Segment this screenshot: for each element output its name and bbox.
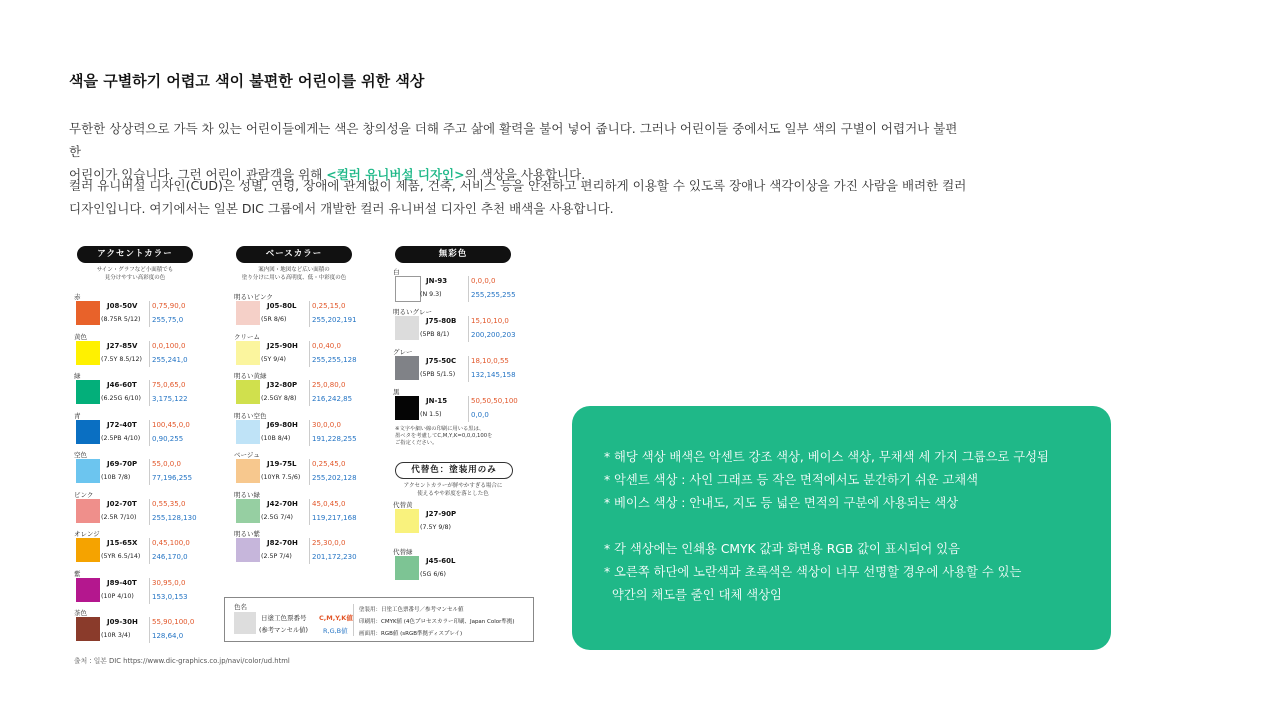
- base-entry: [234, 490, 384, 526]
- base-rgb: 255,202,191: [312, 316, 357, 324]
- base-entry: [234, 292, 384, 328]
- substitute-sub-1: アクセントカラーが鮮やかすぎる場合に: [403, 483, 503, 489]
- base-color-name: 明るい紫: [234, 530, 260, 538]
- accent-divider: [149, 380, 150, 406]
- legend-head: 色名: [234, 603, 247, 611]
- achromatic-color-name: 白: [393, 268, 400, 276]
- achromatic-divider: [468, 356, 469, 382]
- cud-highlight: <컬러 유니버설 디자인>: [326, 167, 465, 182]
- achromatic-swatch: [395, 396, 419, 420]
- accent-color-name: 赤: [74, 293, 81, 301]
- legend-code: 日塗工色票番号: [261, 614, 307, 622]
- base-munsell: (2.5GY 8/8): [261, 395, 297, 402]
- legend-line-2: 印刷用：CMYK値 (4色プロセスカラー印刷、Japan Color準拠): [359, 619, 515, 625]
- base-code: J82-70H: [267, 539, 298, 547]
- accent-rgb: 255,241,0: [152, 355, 188, 364]
- accent-entry: [74, 371, 224, 407]
- achromatic-rgb: 0,0,0: [471, 411, 489, 419]
- info-card-line: * 각 색상에는 인쇄용 CMYK 값과 화면용 RGB 값이 표시되어 있음: [604, 542, 960, 556]
- accent-rgb: 128,64,0: [152, 632, 184, 640]
- base-rgb: 255,255,128: [312, 355, 357, 364]
- base-cmyk: 0,25,45,0: [312, 460, 346, 468]
- base-swatch: [236, 459, 260, 483]
- achromatic-color-name: 明るいグレー: [393, 308, 432, 316]
- achromatic-column: [395, 246, 545, 263]
- accent-cmyk: 55,0,0,0: [152, 460, 181, 468]
- base-munsell: (5Y 9/4): [261, 355, 286, 363]
- accent-entry: [74, 490, 224, 526]
- substitute-code: J27-90P: [426, 510, 457, 518]
- achromatic-entry: [393, 307, 543, 343]
- base-color-name: ベージュ: [234, 451, 260, 459]
- legend-box: [224, 597, 534, 642]
- base-entry: [234, 371, 384, 407]
- legend-swatch: [234, 612, 256, 634]
- base-color-name: 明るい緑: [234, 490, 260, 499]
- accent-color-name: オレンジ: [74, 530, 100, 538]
- base-code: J05-80L: [267, 302, 297, 310]
- base-color-name: クリーム: [234, 332, 260, 341]
- accent-divider: [149, 420, 150, 446]
- achromatic-cmyk: 18,10,0,55: [471, 357, 509, 365]
- base-entry: [234, 411, 384, 447]
- accent-code: J02-70T: [107, 499, 137, 508]
- substitute-column: [395, 462, 545, 498]
- base-swatch: [236, 380, 260, 404]
- substitute-munsell: (7.5Y 9/8): [420, 524, 451, 531]
- achromatic-title: 無彩色: [395, 246, 511, 263]
- accent-color-name: 青: [74, 411, 81, 420]
- accent-rgb: 255,128,130: [152, 513, 197, 522]
- accent-munsell: (10B 7/8): [101, 474, 131, 481]
- substitute-entry: [393, 547, 543, 583]
- base-divider: [309, 301, 310, 327]
- accent-munsell: (2.5R 7/10): [101, 513, 137, 521]
- base-divider: [309, 499, 310, 525]
- base-column: [236, 246, 386, 282]
- base-entry: [234, 450, 384, 486]
- accent-sub-2: 見分けやすい高彩度の色: [104, 275, 166, 281]
- accent-swatch: [76, 301, 100, 325]
- base-swatch: [236, 499, 260, 523]
- substitute-swatch: [395, 556, 419, 580]
- base-title: ベースカラー: [236, 246, 352, 263]
- base-entry: [234, 529, 384, 565]
- base-divider: [309, 538, 310, 564]
- base-swatch: [236, 420, 260, 444]
- accent-rgb: 246,170,0: [152, 553, 188, 561]
- achromatic-cmyk: 15,10,10,0: [471, 317, 509, 325]
- legend-divider: [353, 604, 354, 636]
- accent-rgb: 0,90,255: [152, 434, 184, 443]
- achromatic-swatch: [395, 276, 421, 302]
- accent-cmyk: 100,45,0,0: [152, 420, 190, 429]
- base-cmyk: 45,0,45,0: [312, 499, 346, 508]
- base-munsell: (5R 8/6): [261, 316, 287, 323]
- accent-color-name: 黄色: [74, 332, 87, 341]
- accent-entry: [74, 529, 224, 565]
- accent-divider: [149, 578, 150, 604]
- intro-line-3: 컬러 유니버설 디자인(CUD)은 성별, 연령, 장애에 관계없이 제품, 건축, 서비스 등을 안전하고 편리하게 이용할 수 있도록 장애나 색각이상을 가진 사람을 배려한 컬러: [69, 178, 967, 193]
- accent-divider: [149, 499, 150, 525]
- achromatic-munsell: (N 9.3): [420, 291, 442, 298]
- achromatic-entry: [393, 267, 543, 303]
- accent-color-name: 茶色: [74, 609, 87, 617]
- achromatic-entry: [393, 347, 543, 383]
- substitute-entry: [393, 500, 543, 536]
- intro-line-1: 무한한 상상력으로 가득 차 있는 어린이들에게는 색은 창의성을 더해 주고 삶에 활력을 불어 넣어 줍니다. 그러나 어린이들 중에서도 일부 색의 구별이 어렵거나 불편한: [69, 121, 958, 159]
- accent-rgb: 77,196,255: [152, 474, 193, 482]
- base-color-name: 明るい空色: [234, 411, 267, 420]
- accent-munsell: (8.75R 5/12): [101, 316, 141, 323]
- accent-cmyk: 0,0,100,0: [152, 341, 186, 350]
- accent-divider: [149, 459, 150, 485]
- accent-cmyk: 55,90,100,0: [152, 618, 195, 626]
- base-munsell: (10YR 7.5/6): [261, 474, 301, 481]
- accent-column: [77, 246, 227, 282]
- substitute-swatch: [395, 509, 419, 533]
- legend-rgb: R,G,B値: [323, 627, 348, 635]
- accent-swatch: [76, 499, 100, 523]
- legend-munsell: (参考マンセル値): [259, 627, 308, 634]
- accent-cmyk: 30,95,0,0: [152, 578, 186, 587]
- base-code: J32-80P: [267, 381, 298, 389]
- accent-swatch: [76, 617, 100, 641]
- accent-cmyk: 0,45,100,0: [152, 539, 190, 547]
- accent-color-name: 緑: [74, 372, 81, 380]
- accent-divider: [149, 617, 150, 643]
- base-rgb: 201,172,230: [312, 553, 357, 561]
- base-rgb: 216,242,85: [312, 395, 353, 403]
- accent-cmyk: 0,55,35,0: [152, 499, 186, 508]
- accent-color-name: ピンク: [74, 490, 94, 499]
- base-divider: [309, 341, 310, 367]
- legend-cmyk: C,M,Y,K値: [319, 614, 353, 622]
- achromatic-code: J75-50C: [426, 357, 457, 365]
- accent-color-name: 紫: [74, 569, 81, 578]
- base-swatch: [236, 301, 260, 325]
- accent-entry: [74, 292, 224, 328]
- accent-code: J72-40T: [107, 420, 137, 429]
- accent-code: J69-70P: [107, 460, 138, 468]
- accent-code: J46-60T: [107, 381, 137, 389]
- base-munsell: (2.5P 7/4): [261, 553, 292, 560]
- achromatic-cmyk: 50,50,50,100: [471, 397, 518, 405]
- accent-swatch: [76, 380, 100, 404]
- accent-munsell: (2.5PB 4/10): [101, 434, 141, 442]
- base-code: J69-80H: [267, 420, 298, 429]
- base-color-name: 明るい黄緑: [234, 372, 267, 380]
- intro-line-2-pre: 어린이가 있습니다. 그런 어린이 관람객을 위해: [69, 167, 327, 182]
- base-cmyk: 30,0,0,0: [312, 420, 341, 429]
- source-citation: 출처 : 일본 DIC https://www.dic-graphics.co.jp/navi/color/ud.html: [74, 657, 290, 665]
- base-cmyk: 25,0,80,0: [312, 381, 346, 389]
- achromatic-rgb: 255,255,255: [471, 291, 516, 299]
- accent-swatch: [76, 420, 100, 444]
- base-code: J25-90H: [267, 341, 298, 350]
- info-card-line: 약간의 채도를 줄인 대체 색상임: [604, 588, 782, 602]
- black-note-2: 墨ベタを考慮してC,M,Y,K=0,0,0,100を: [395, 433, 493, 439]
- accent-rgb: 3,175,122: [152, 395, 188, 403]
- cud-color-chart: [74, 246, 539, 666]
- base-entry: [234, 332, 384, 368]
- accent-sub-1: サイン・グラフなど小面積でも: [96, 267, 174, 273]
- info-card: [572, 406, 1111, 650]
- achromatic-munsell: (N 1.5): [420, 411, 442, 418]
- base-sub-2: 塗り分けに用いる高明度、低・中彩度の色: [241, 275, 347, 281]
- base-swatch: [236, 341, 260, 365]
- achromatic-divider: [468, 276, 469, 302]
- accent-munsell: (7.5Y 8.5/12): [101, 355, 142, 363]
- achromatic-rgb: 132,145,158: [471, 371, 516, 379]
- accent-code: J09-30H: [107, 618, 138, 626]
- accent-munsell: (6.25G 6/10): [101, 395, 141, 402]
- accent-swatch: [76, 459, 100, 483]
- base-divider: [309, 380, 310, 406]
- base-rgb: 191,228,255: [312, 434, 357, 443]
- achromatic-divider: [468, 316, 469, 342]
- accent-rgb: 255,75,0: [152, 316, 184, 324]
- legend-line-1: 塗装用：日塗工色票番号／参考マンセル値: [359, 607, 464, 613]
- info-card-line: * 베이스 색상 : 안내도, 지도 등 넓은 면적의 구분에 사용되는 색상: [604, 496, 959, 510]
- accent-munsell: (10P 4/10): [101, 592, 134, 600]
- achromatic-swatch: [395, 316, 419, 340]
- black-note-3: ご指定ください。: [395, 440, 438, 446]
- accent-swatch: [76, 538, 100, 562]
- accent-munsell: (10R 3/4): [101, 632, 131, 639]
- accent-code: J08-50V: [107, 302, 138, 310]
- base-cmyk: 0,25,15,0: [312, 302, 346, 310]
- substitute-sub-2: 使えるやや彩度を落とした色: [417, 491, 489, 497]
- substitute-code: J45-60L: [426, 557, 456, 565]
- legend-line-3: 画面用：RGB値 (sRGB準拠ディスプレイ): [359, 631, 463, 637]
- base-cmyk: 0,0,40,0: [312, 341, 341, 350]
- achromatic-code: J75-80B: [426, 317, 457, 325]
- intro-line-2-post: 의 색상을 사용합니다.: [464, 167, 586, 182]
- base-rgb: 255,202,128: [312, 474, 357, 482]
- base-divider: [309, 420, 310, 446]
- achromatic-code: JN-93: [426, 277, 448, 285]
- accent-title: アクセントカラー: [77, 246, 193, 263]
- accent-divider: [149, 301, 150, 327]
- page-title: 색을 구별하기 어렵고 색이 불편한 어린이를 위한 색상: [69, 72, 425, 90]
- achromatic-divider: [468, 396, 469, 422]
- accent-entry: [74, 569, 224, 605]
- info-card-line: [604, 515, 1049, 538]
- accent-divider: [149, 341, 150, 367]
- accent-entry: [74, 332, 224, 368]
- accent-code: J27-85V: [107, 341, 138, 350]
- substitute-title: 代替色：塗装用のみ: [395, 462, 513, 479]
- accent-cmyk: 75,0,65,0: [152, 381, 186, 389]
- info-card-line: * 악센트 색상 : 사인 그래프 등 작은 면적에서도 분간하기 쉬운 고채색: [604, 473, 979, 487]
- black-note: [395, 426, 492, 447]
- base-color-name: 明るいピンク: [234, 293, 273, 301]
- achromatic-swatch: [395, 356, 419, 380]
- achromatic-code: JN-15: [426, 397, 448, 405]
- base-munsell: (2.5G 7/4): [261, 513, 293, 521]
- base-cmyk: 25,30,0,0: [312, 539, 346, 547]
- base-rgb: 119,217,168: [312, 513, 357, 522]
- achromatic-entry: [393, 387, 543, 423]
- accent-cmyk: 0,75,90,0: [152, 302, 186, 310]
- accent-code: J15-65X: [107, 539, 138, 547]
- intro-paragraph-2: [69, 174, 969, 220]
- base-divider: [309, 459, 310, 485]
- substitute-color-name: 代替黄: [393, 501, 413, 509]
- achromatic-rgb: 200,200,203: [471, 331, 516, 339]
- base-code: J19-75L: [267, 460, 297, 468]
- accent-color-name: 空色: [74, 451, 87, 459]
- substitute-munsell: (5G 6/6): [420, 571, 446, 578]
- achromatic-munsell: (5PB 8/1): [420, 331, 450, 338]
- accent-munsell: (5YR 6.5/14): [101, 553, 141, 560]
- accent-swatch: [76, 578, 100, 602]
- achromatic-color-name: グレー: [393, 348, 413, 356]
- achromatic-cmyk: 0,0,0,0: [471, 277, 496, 285]
- accent-entry: [74, 450, 224, 486]
- accent-code: J89-40T: [107, 578, 137, 587]
- base-code: J42-70H: [267, 499, 298, 508]
- intro-line-4: 디자인입니다. 여기에서는 일본 DIC 그룹에서 개발한 컬러 유니버설 디자인 추천 배색을 사용합니다.: [69, 201, 614, 216]
- accent-rgb: 153,0,153: [152, 592, 188, 601]
- substitute-color-name: 代替緑: [393, 548, 413, 556]
- accent-entry: [74, 411, 224, 447]
- base-sub-1: 案内図・地図など広い面積の: [258, 267, 330, 273]
- accent-swatch: [76, 341, 100, 365]
- accent-divider: [149, 538, 150, 564]
- base-munsell: (10B 8/4): [261, 434, 291, 442]
- achromatic-color-name: 黒: [393, 388, 400, 396]
- black-note-1: ※文字や細い線の印刷に用いる黒は、: [395, 426, 485, 432]
- base-swatch: [236, 538, 260, 562]
- info-card-line: * 해당 색상 배색은 악센트 강조 색상, 베이스 색상, 무채색 세 가지 그룹으로 구성됨: [604, 450, 1049, 464]
- accent-entry: [74, 608, 224, 644]
- achromatic-munsell: (5PB 5/1.5): [420, 371, 456, 378]
- info-card-line: * 오른쪽 하단에 노란색과 초록색은 색상이 너무 선명할 경우에 사용할 수 있는: [604, 565, 1022, 579]
- info-card-lines: [604, 446, 1049, 607]
